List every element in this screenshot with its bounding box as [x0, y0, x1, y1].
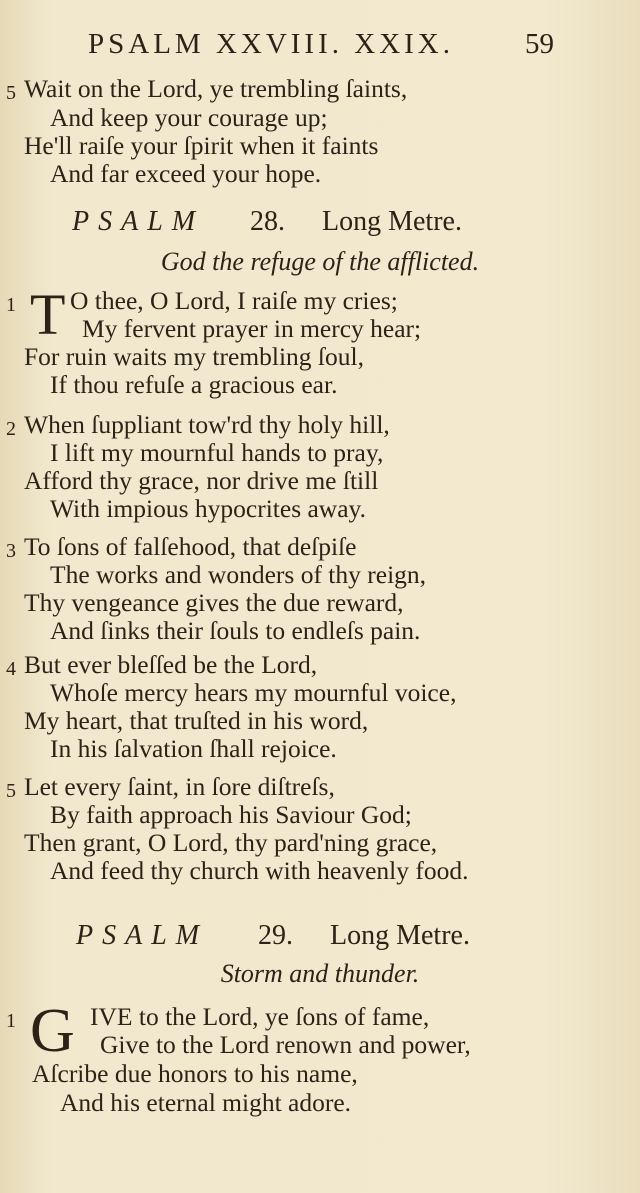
verse-text: My fervent prayer in mercy hear; — [82, 314, 422, 343]
verse-line — [0, 706, 640, 736]
verse-text: And ſinks their ſouls to endleſs pain. — [50, 616, 421, 645]
verse-line — [0, 286, 640, 316]
verse-line — [0, 1030, 640, 1060]
verse-line — [0, 734, 640, 764]
verse-line — [0, 74, 640, 104]
verse-line — [0, 342, 640, 372]
verse-line — [0, 314, 640, 344]
page-header — [0, 28, 640, 68]
verse-text: When ſuppliant tow'rd thy holy hill, — [24, 410, 390, 439]
verse-text: My heart, that truſted in his word, — [24, 706, 369, 735]
stanza-number: 5 — [6, 780, 16, 802]
verse-line — [0, 103, 640, 133]
verse-text: Afford thy grace, nor drive me ſtill — [24, 466, 379, 495]
verse-line — [0, 466, 640, 496]
stanza-number: 2 — [6, 418, 16, 440]
verse-line — [0, 159, 640, 189]
verse-text: If thou refuſe a gracious ear. — [50, 370, 338, 399]
stanza-number: 1 — [6, 294, 16, 316]
verse-text: The works and wonders of thy reign, — [50, 560, 427, 589]
verse-line — [0, 410, 640, 440]
verse-line — [0, 800, 640, 830]
verse-text: And feed thy church with heavenly food. — [50, 856, 469, 885]
verse-text: I lift my mournful hands to pray, — [50, 438, 384, 467]
stanza-number: 4 — [6, 658, 16, 680]
psalm-word: PSALM — [76, 920, 209, 951]
drop-cap: T — [30, 282, 66, 347]
verse-line — [0, 856, 640, 886]
verse-line — [0, 1088, 640, 1118]
verse-line — [0, 370, 640, 400]
verse-line — [0, 772, 640, 802]
verse-line — [0, 1002, 640, 1032]
drop-cap: G — [30, 997, 75, 1065]
verse-line — [0, 828, 640, 858]
psalm-29-subtitle: Storm and thunder. — [220, 959, 420, 988]
verse-text: And his eternal might adore. — [60, 1088, 352, 1117]
verse-text: For ruin waits my trembling ſoul, — [24, 342, 364, 371]
verse-text: IVE to the Lord, ye ſons of fame, — [90, 1002, 430, 1031]
verse-line — [0, 438, 640, 468]
page-number: 59 — [525, 28, 554, 60]
verse-line — [0, 560, 640, 590]
verse-text: In his ſalvation ſhall rejoice. — [50, 734, 337, 763]
verse-text: But ever bleſſed be the Lord, — [24, 650, 318, 679]
psalm-number: 28. — [250, 206, 285, 237]
running-head: PSALM XXVIII. XXIX. — [88, 28, 454, 60]
verse-text: Aſcribe due honors to his name, — [32, 1059, 358, 1088]
verse-line — [0, 532, 640, 562]
verse-text: Thy vengeance gives the due reward, — [24, 588, 404, 617]
verse-line — [0, 616, 640, 646]
stanza-number: 3 — [6, 540, 16, 562]
verse-text: Wait on the Lord, ye trembling ſaints, — [24, 74, 408, 103]
psalm-28-subtitle: God the refuge of the afflicted. — [160, 247, 480, 276]
psalm-number: 29. — [258, 920, 293, 951]
verse-line — [0, 494, 640, 524]
psalm-word: PSALM — [72, 206, 205, 237]
verse-line — [0, 650, 640, 680]
verse-text: By faith approach his Saviour God; — [50, 800, 412, 829]
metre-label: Long Metre. — [330, 920, 470, 951]
verse-text: O thee, O Lord, I raiſe my cries; — [70, 286, 398, 315]
verse-text: Whoſe mercy hears my mournful voice, — [50, 678, 457, 707]
psalm-29-heading — [0, 918, 640, 954]
verse-line — [0, 588, 640, 618]
stanza-number: 5 — [6, 82, 16, 104]
verse-text: Then grant, O Lord, thy pard'ning grace, — [24, 828, 438, 857]
verse-text: To ſons of falſehood, that deſpiſe — [24, 532, 357, 561]
stanza-number: 1 — [6, 1010, 16, 1032]
verse-line — [0, 131, 640, 161]
verse-line — [0, 678, 640, 708]
verse-text: With impious hypocrites away. — [50, 494, 367, 523]
verse-text: Let every ſaint, in ſore diſtreſs, — [24, 772, 335, 801]
verse-text: And keep your courage up; — [50, 103, 328, 132]
psalm-28-heading — [0, 204, 640, 240]
verse-text: He'll raiſe your ſpirit when it faints — [24, 131, 379, 160]
verse-line — [0, 1059, 640, 1089]
verse-text: And far exceed your hope. — [50, 159, 322, 188]
metre-label: Long Metre. — [322, 206, 462, 237]
verse-text: Give to the Lord renown and power, — [100, 1030, 471, 1059]
